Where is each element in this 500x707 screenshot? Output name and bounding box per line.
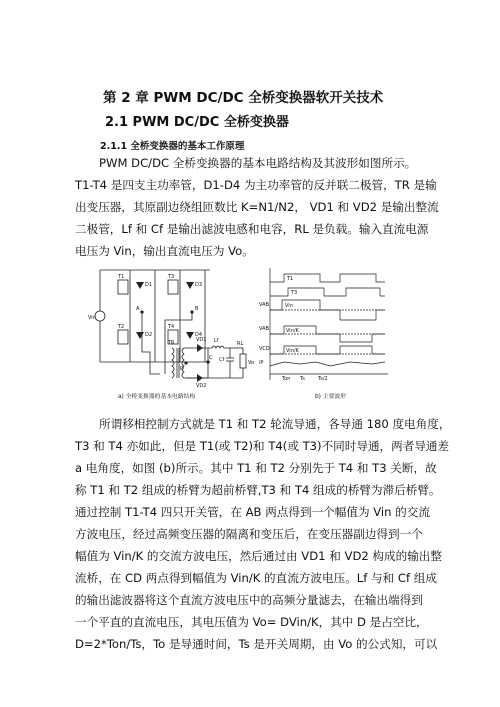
node-b-label: B xyxy=(195,306,199,312)
wave-row3-label: VAB xyxy=(259,302,269,308)
wave-row1-label: T1 xyxy=(287,276,294,282)
ts-half-label: Ts/2 xyxy=(318,376,328,382)
lf-label: Lf xyxy=(214,338,219,344)
d3-label: D3 xyxy=(195,282,203,288)
wave-vink-label: Vin/K xyxy=(286,328,299,334)
wave-vink2-label: Vin/K xyxy=(286,348,299,354)
d1-label: D1 xyxy=(145,282,153,288)
circuit-diagram xyxy=(88,270,254,400)
node-d-label: D xyxy=(180,366,184,372)
wave-caption: b) 主要波形 xyxy=(315,394,346,400)
para2-line: 称 T1 和 T2 组成的桥臂为超前桥臂,T3 和 T4 组成的桥臂为滞后桥臂。 xyxy=(75,483,441,497)
node-a-label: A xyxy=(136,306,140,312)
section-title: 2.1 PWM DC/DC 全桥变换器 xyxy=(105,115,289,130)
para1-line: 二极管，Lf 和 Cf 是输出滤波电感和电容，RL 是负载。输入直流电源 xyxy=(75,222,429,236)
circuit-caption: a) 全桥变换器的基本电路结构 xyxy=(118,394,196,400)
d4-label: D4 xyxy=(195,332,203,338)
para2-line: 幅值为 Vin/K 的交流方波电压，然后通过由 VD1 和 VD2 构成的输出整 xyxy=(75,549,442,563)
para1-line: 电压为 Vin，输出直流电压为 Vo。 xyxy=(75,244,254,258)
para2-line: 的输出滤波器将这个直流方波电压中的高频分量滤去，在输出端得到 xyxy=(75,593,423,607)
para1-line: T1-T4 是四支主功率管，D1-D4 为主功率管的反并联二极管，TR 是输 xyxy=(75,178,437,192)
vo-label: Vo xyxy=(248,360,255,366)
subsection-title: 2.1.1 全桥变换器的基本工作原理 xyxy=(100,141,245,152)
para2-line: D=2*Ton/Ts，To 是导通时间，Ts 是开关周期，由 Vo 的公式知，可以 xyxy=(75,637,438,651)
ts-label: Ts xyxy=(300,376,305,382)
wave-row6-label: iP xyxy=(259,360,264,366)
t3-label: T3 xyxy=(168,274,175,280)
rl-label: RL xyxy=(237,341,244,347)
waveform-diagram xyxy=(259,268,388,400)
chapter-title: 第 2 章 PWM DC/DC 全桥变换器软开关技术 xyxy=(103,90,384,106)
wave-vin-label: Vin xyxy=(285,303,293,309)
para2-line: T3 和 T4 亦如此，但是 T1(或 T2)和 T4(或 T3)不同时导通，两者导通差 xyxy=(75,439,450,453)
para2-line: 流桥，在 CD 两点得到幅值为 Vin/K 的直流方波电压。Lf 与和 Cf 组成 xyxy=(75,571,437,585)
t2-label: T2 xyxy=(118,324,125,330)
para2-line: 方波电压，经过高频变压器的隔离和变压后，在变压器副边得到一个 xyxy=(75,527,423,541)
d2-label: D2 xyxy=(145,332,153,338)
wave-row4-label: VAB xyxy=(259,326,269,332)
para2-line: 所谓移相控制方式就是 T1 和 T2 轮流导通，各导通 180 度电角度， xyxy=(99,417,451,431)
para2-line: 一个平直的直流电压，其电压值为 Vo= DVin/K，其中 D 是占空比， xyxy=(75,615,428,629)
wave-row5-label: VCD xyxy=(259,346,270,352)
cf-label: Cf xyxy=(219,357,225,363)
t4-label: T4 xyxy=(168,324,175,330)
figure xyxy=(0,262,500,422)
para2-line: 通过控制 T1-T4 四只开关管，在 AB 两点得到一个幅值为 Vin 的交流 xyxy=(75,505,430,519)
vd2-label: VD2 xyxy=(196,383,207,389)
vd1-label: VD1 xyxy=(196,337,207,343)
t1-label: T1 xyxy=(118,274,125,280)
ton-label: Ton xyxy=(282,376,291,382)
paragraph-intro xyxy=(75,152,439,262)
paragraph-phase-shift xyxy=(75,413,451,655)
node-c-label: C xyxy=(209,355,213,361)
vin-label: Vin xyxy=(88,315,96,321)
tr-label: TR xyxy=(168,340,175,346)
para1-line: 出变压器，其原副边绕组匝数比 K=N1/N2， VD1 和 VD2 是输出整流 xyxy=(75,200,439,214)
para1-line: PWM DC/DC 全桥变换器的基本电路结构及其波形如图所示。 xyxy=(99,156,417,170)
wave-row2-label: T3 xyxy=(291,290,298,296)
para2-line: a 电角度，如图 (b)所示。其中 T1 和 T2 分别先于 T4 和 T3 关断，故 xyxy=(75,461,437,475)
